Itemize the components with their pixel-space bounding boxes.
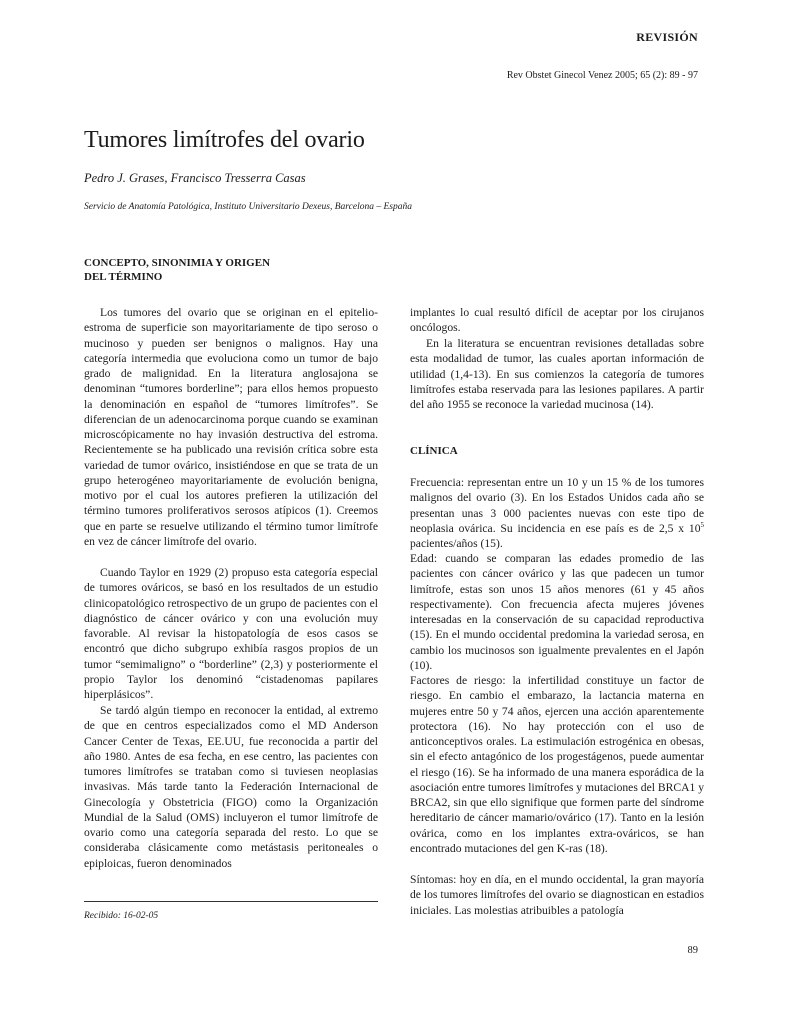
article-authors: Pedro J. Grases, Francisco Tresserra Casas [84, 171, 306, 185]
section-heading-line-2: DEL TÉRMINO [84, 271, 163, 283]
section-label: REVISIÓN [636, 30, 698, 44]
article-title: Tumores limítrofes del ovario [84, 127, 365, 153]
paragraph-concepto-1: Los tumores del ovario que se originan en el epitelio-estroma de superficie son mayoritariamente de tipo seroso o mucinoso y pueden ser benignos o malignos. Hay una categoría intermedia que evoluciona como un tumor de bajo grado de malignidad. En la literatura anglosajona se denominan “tumores borderline”; para ellos hemos propuesto la denominación en español de “tumores limítrofes”. Se diferencian de un adenocarcinoma porque cuando se examinan microscópicamente no hay invasión destructiva del estroma. Recientemente se ha publicado una revisión crítica sobre esta variedad de tumor ovárico, insistiéndose en que se trata de un grupo heterogéneo mayoritariamente de evolución benigna, motivo por el cual los autores prefieren la utilización del término tumores proliferativos serosos atípicos (1). Creemos que en parte se resuelve utilizando el término tumor limítrofe en vez de cáncer limítrofe del ovario. [84, 306, 378, 548]
paragraph-edad: Edad: cuando se comparan las edades promedio de las pacientes con cáncer ovárico y las que padecen un tumor limítrofe, estas son unos 15 años menores (61 y 45 años respectivamente). Con frecuencia afecta mujeres jóvenes interesadas en la conservación de su capacidad reproductiva (15). En el mundo occidental predomina la variedad serosa, en cambio los mucinosos son igualmente prevalentes en el Japón (10). [410, 552, 704, 672]
journal-citation: Rev Obstet Ginecol Venez 2005; 65 (2): 89 - 97 [506, 70, 698, 81]
frecuencia-text-end: pacientes/años (15). [410, 537, 503, 550]
author-affiliation: Servicio de Anatomía Patológica, Instituto Universitario Dexeus, Barcelona – España [84, 202, 412, 212]
section-heading-line-1: CONCEPTO, SINONIMIA Y ORIGEN [84, 257, 271, 269]
paragraph-literatura: En la literatura se encuentran revisiones detalladas sobre esta modalidad de tumor, las cuales aportan información de utilidad (1,4-13). En sus comienzos la categoría de tumores limítrofes estaba reservada para las lesiones papilares. A partir del año 1955 se reconoce la variedad mucinosa (14). [410, 337, 704, 411]
section-heading-clinica: CLÍNICA [410, 445, 458, 457]
page-number: 89 [687, 945, 698, 956]
paragraph-factores-riesgo: Factores de riesgo: la infertilidad constituye un factor de riesgo. En cambio el embarazo, la lactancia materna en mujeres entre 50 y 74 años, ejercen una acción aparentemente protectora (16). No hay protección con el uso de anticonceptivos orales. La estimulación estrogénica en obesas, sin el efecto antagónico de los progestágenos, puede aumentar el riesgo (16). Se ha informado de una manera esporádica de la asociación entre tumores limítrofes y mutaciones del BRCA1 y BRCA2, sin que ello signifique que formen parte del síndrome hereditario de cáncer mamario/ovárico (17). Tanto en la lesión ovárica, como en los implantes extra-ováricos, se han encontrado mutaciones del gen K-ras (18). [410, 674, 704, 855]
footnote-divider [84, 901, 378, 902]
exponent: 5 [700, 520, 704, 529]
paragraph-concepto-3: Se tardó algún tiempo en reconocer la entidad, al extremo de que en centros especializados como el MD Anderson Cancer Center de Texas, EE.UU, fue reconocida a partir del año 1980. Antes de esa fecha, en ese centro, las pacientes con tumores limítrofes se trataban como si tuviesen neoplasias invasivas. Más tarde tanto la Federación Internacional de Ginecología y Obstetricia (FIGO) como la Organización Mundial de la Salud (OMS) incluyeron el tumor limítrofe de ovario como una categoría separada del resto. Lo que se consideraba clásicamente como metástasis peritoneales o epiploicas, fueron denominados [84, 704, 378, 870]
paragraph-sintomas: Síntomas: hoy en día, en el mundo occidental, la gran mayoría de los tumores limítrofes del ovario se diagnostican en estadios iniciales. Las molestias atribuibles a patología [410, 873, 704, 917]
received-date: Recibido: 16-02-05 [84, 911, 159, 921]
frecuencia-text: Frecuencia: representan entre un 10 y un 15 % de los tumores malignos del ovario (3). En los Estados Unidos cada año se presentan unas 3 000 pacientes nuevas con este tipo de neoplasia ovárica. Su incidencia en ese país es de 2,5 x 10 [410, 476, 704, 535]
section-heading-concepto [84, 256, 378, 284]
paragraph-frecuencia [410, 475, 704, 551]
paragraph-implantes: implantes lo cual resultó difícil de aceptar por los cirujanos oncólogos. [410, 306, 704, 335]
paragraph-concepto-2: Cuando Taylor en 1929 (2) propuso esta categoría especial de tumores ováricos, se basó en los resultados de un estudio clinicopatológico retrospectivo de un grupo de pacientes con el diagnóstico de cáncer ovárico y con una evolución muy favorable. Al revisar la histopatología de esos casos se encontró que dicho subgrupo exhibía rasgos propios de un tumor “semimaligno” o “borderline” (2,3) y posteriormente el propio Taylor los denominó “cistadenomas papilares hiperplásicos”. [84, 566, 378, 701]
